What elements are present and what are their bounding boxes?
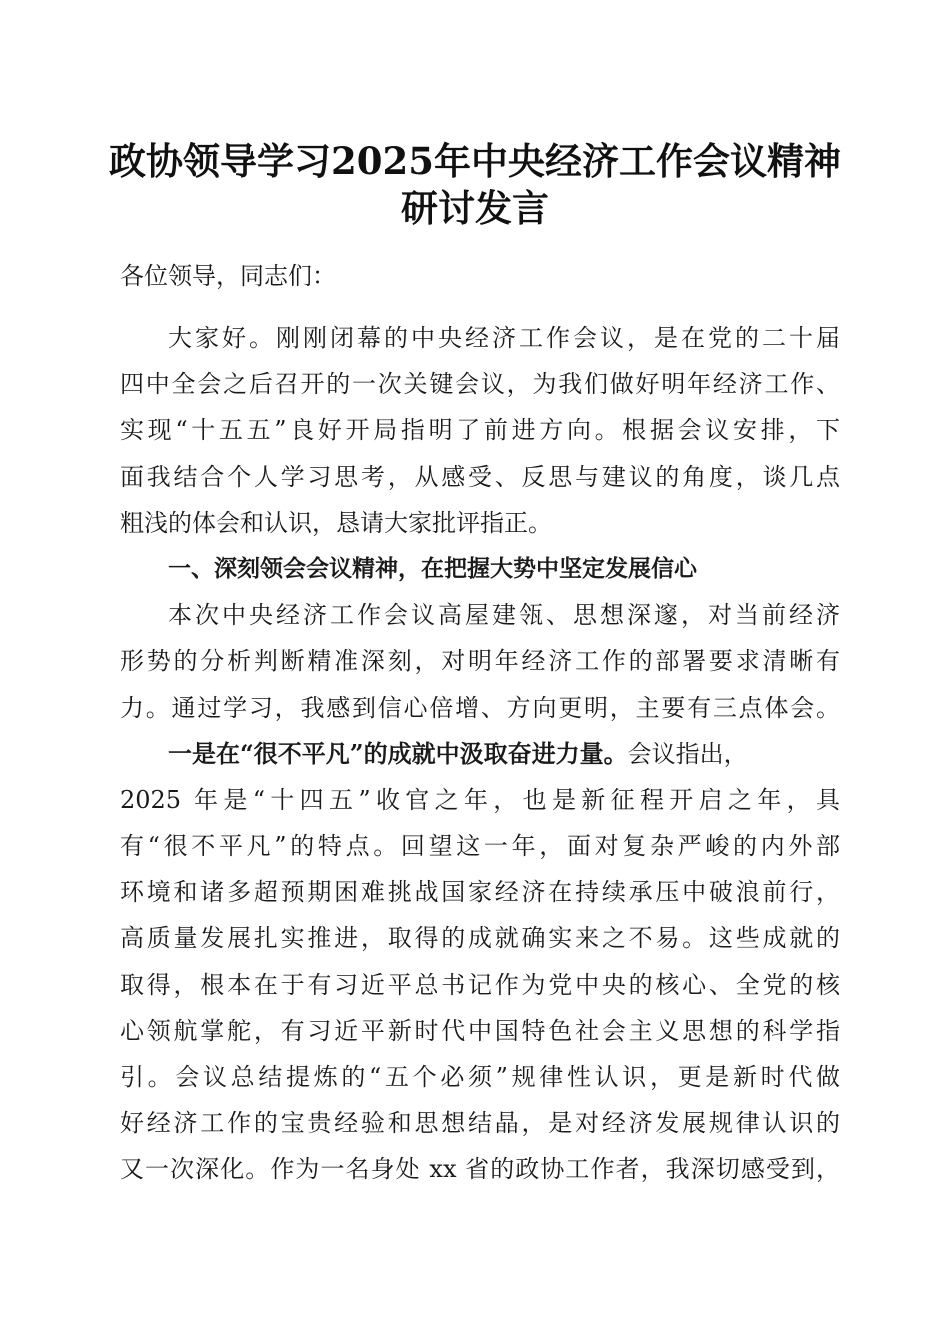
body-line bbox=[120, 731, 840, 777]
body-line: 面我结合个人学习思考，从感受、反思与建议的角度，谈几点 bbox=[120, 462, 840, 491]
body-line: 大家好。刚刚闭幕的中央经济工作会议，是在党的二十届 bbox=[168, 324, 840, 352]
body-line: 2025 年是“十四五”收官之年，也是新征程开启之年，具 bbox=[120, 785, 840, 814]
body-line: 好经济工作的宝贵经验和思想结晶，是对经济发展规律认识的 bbox=[120, 1109, 840, 1138]
body-line: 环境和诸多超预期困难挑战国家经济在持续承压中破浪前行， bbox=[120, 878, 840, 907]
section-heading: 一、深刻领会会议精神，在把握大势中坚定发展信心 bbox=[168, 555, 697, 582]
bold-lead-sentence: 一是在“很不平凡”的成就中汲取奋进力量。 bbox=[168, 738, 628, 768]
body-line: 心领航掌舵，有习近平新时代中国特色社会主义思想的科学指 bbox=[120, 1016, 840, 1045]
body-line: 形势的分析判断精准深刻，对明年经济工作的部署要求清晰有 bbox=[120, 647, 840, 676]
body-line: 又一次深化。作为一名身处 xx 省的政协工作者，我深切感受到， bbox=[120, 1155, 840, 1184]
body-line: 引。会议总结提炼的“五个必须”规律性认识，更是新时代做 bbox=[120, 1063, 840, 1091]
salutation: 各位领导，同志们： bbox=[120, 262, 336, 290]
body-line: 高质量发展扎实推进，取得的成就确实来之不易。这些成就的 bbox=[120, 924, 840, 953]
body-line: 有“很不平凡”的特点。回望这一年，面对复杂严峻的内外部 bbox=[120, 832, 840, 861]
document-title-line2: 研讨发言 bbox=[401, 186, 549, 230]
body-line: 取得，根本在于有习近平总书记作为党中央的核心、全党的核 bbox=[120, 970, 840, 999]
body-line: 本次中央经济工作会议高屋建瓴、思想深邃，对当前经济 bbox=[168, 601, 840, 630]
body-line: 四中全会之后召开的一次关键会议，为我们做好明年经济工作、 bbox=[120, 370, 840, 399]
body-line: 力。通过学习，我感到信心倍增、方向更明，主要有三点体会。 bbox=[120, 693, 840, 722]
document-title-line1: 政协领导学习2025年中央经济工作会议精神 bbox=[109, 139, 841, 183]
document-body bbox=[120, 315, 840, 1193]
body-line: 实现“十五五”良好开局指明了前进方向。根据会议安排，下 bbox=[120, 416, 840, 445]
body-line-tail: 会议指出， bbox=[627, 739, 748, 768]
body-line: 粗浅的体会和认识，恳请大家批评指正。 bbox=[120, 508, 552, 537]
